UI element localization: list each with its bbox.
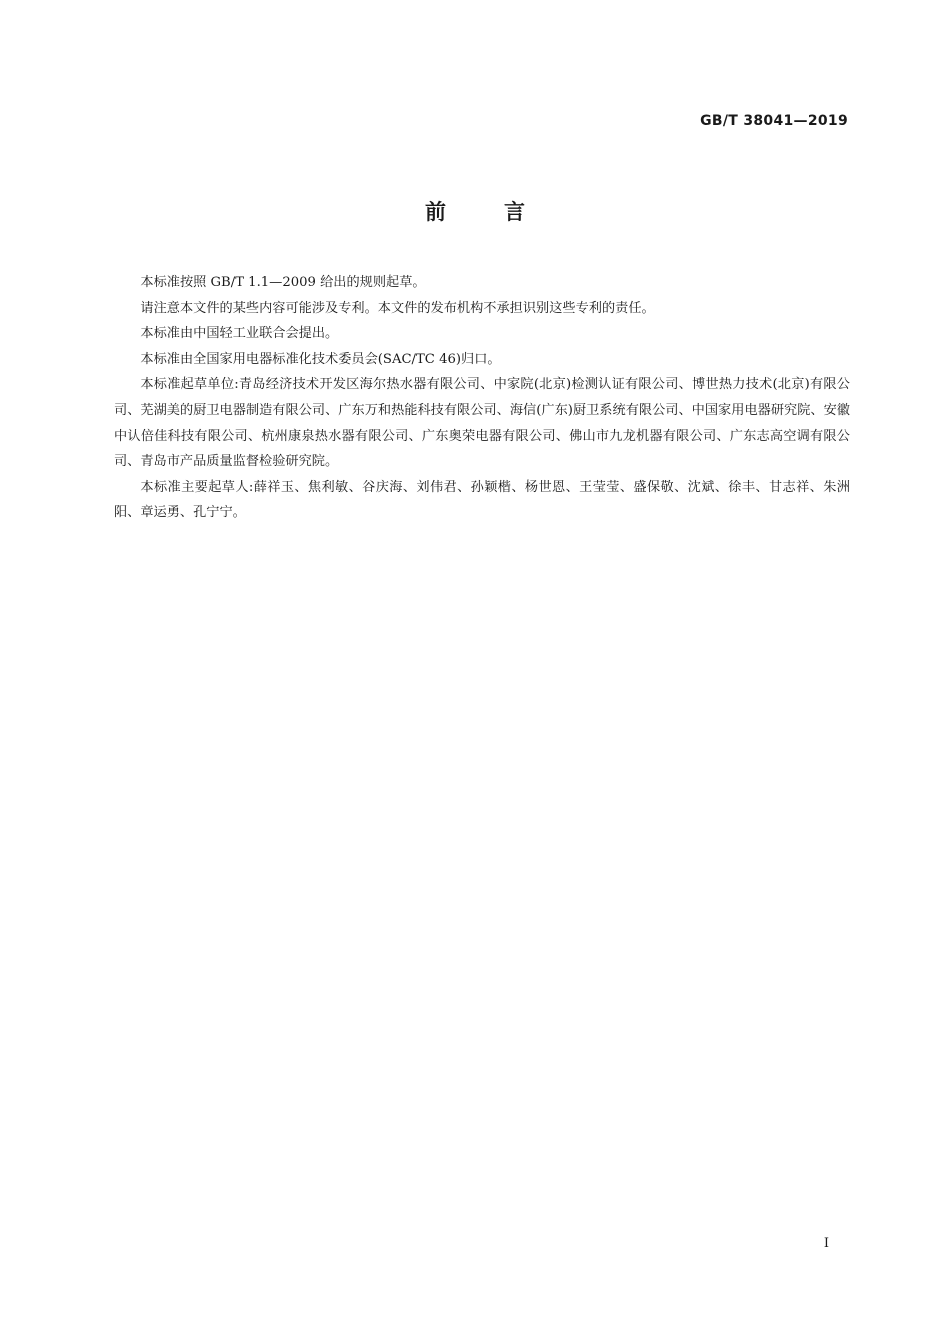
paragraph-principal-drafters: 本标准主要起草人:薛祥玉、焦利敏、谷庆海、刘伟君、孙颖楷、杨世恩、王莹莹、盛保敬、沈斌、徐丰、甘志祥、朱洲阳、章运勇、孔宁宁。 <box>114 479 850 521</box>
paragraph-drafting-organizations: 本标准起草单位:青岛经济技术开发区海尔热水器有限公司、中家院(北京)检测认证有限公司、博世热力技术(北京)有限公司、芜湖美的厨卫电器制造有限公司、广东万和热能科技有限公司、海信(广东)厨卫系统有限公司、中国家用电器研究院、安徽中认倍佳科技有限公司、杭州康泉热水器有限公司、广东奥荣电器有限公司、佛山市九龙机器有限公司、广东志高空调有限公司、青岛市产品质量监督检验研究院。 <box>114 377 850 470</box>
page-number: I <box>823 1236 829 1251</box>
standard-code: GB/T 38041—2019 <box>700 113 848 129</box>
paragraph-proposer: 本标准由中国轻工业联合会提出。 <box>140 326 339 342</box>
section-title: 前言 <box>425 200 583 224</box>
paragraph-technical-committee: 本标准由全国家用电器标准化技术委员会(SAC/TC 46)归口。 <box>140 351 501 367</box>
paragraph-drafting-rules: 本标准按照 GB/T 1.1—2009 给出的规则起草。 <box>140 275 426 290</box>
paragraph-patent-notice: 请注意本文件的某些内容可能涉及专利。本文件的发布机构不承担识别这些专利的责任。 <box>140 300 655 316</box>
foreword-body <box>114 270 850 526</box>
